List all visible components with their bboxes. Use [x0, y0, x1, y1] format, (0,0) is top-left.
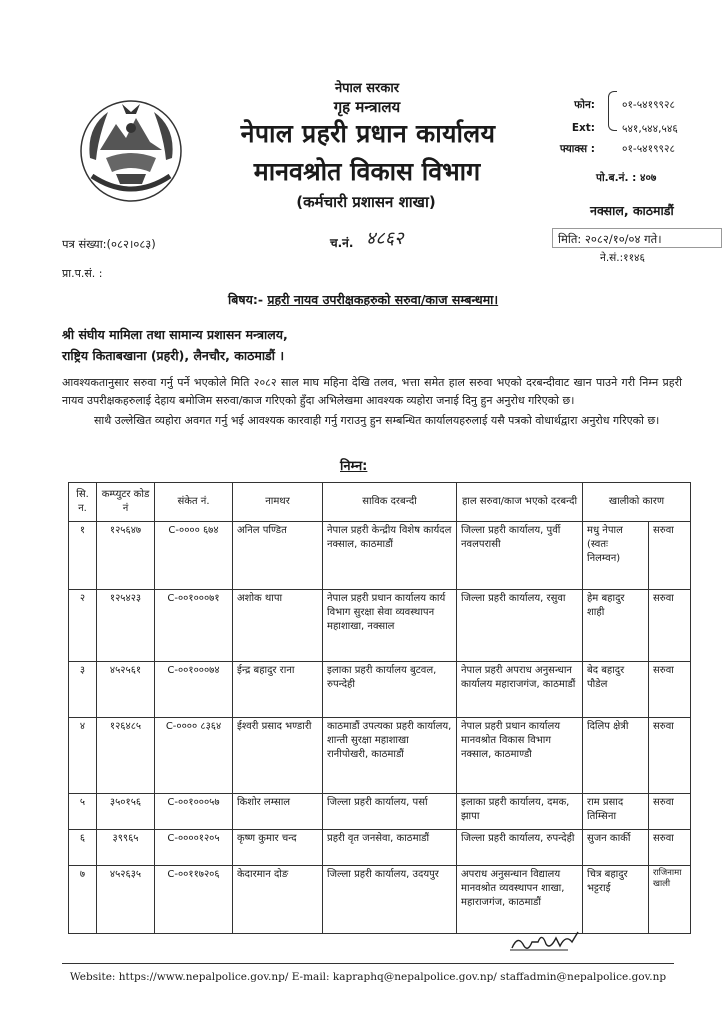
phone-value: ०१-५४१९९२८	[622, 99, 675, 111]
cell-current: जिल्ला प्रहरी कार्यालय, रसुवा	[457, 590, 583, 662]
addressee-line-2: राष्ट्रिय किताबखाना (प्रहरी), लैनचौर, काठमाडौं ।	[62, 348, 285, 363]
footer-divider	[62, 963, 674, 964]
cell-current: जिल्ला प्रहरी कार्यालय, पुर्वी नवलपरासी	[457, 522, 583, 590]
cell-vacant-by: बेद बहादुर पौडेल	[583, 662, 649, 718]
office-address: नक्साल, काठमाडौं	[590, 203, 674, 218]
cell-sn: १	[69, 522, 97, 590]
ext-label: Ext:	[571, 122, 595, 134]
header-sn: सि. न.	[69, 483, 97, 522]
cell-sn: ६	[69, 830, 97, 866]
cell-code: ३५०१५६	[97, 794, 155, 830]
cell-current: नेपाल प्रहरी प्रधान कार्यालय मानवश्रोत विकास विभाग नक्साल, काठमाण्डौ	[457, 718, 583, 794]
cell-reason: सरुवा	[649, 590, 691, 662]
cell-reason: सरुवा	[649, 718, 691, 794]
cell-name: किशोर लम्साल	[233, 794, 323, 830]
body-paragraph-1: आवश्यकतानुसार सरुवा गर्नु पर्ने भएकोले मिति २०८२ साल माघ महिना देखि तलव, भत्ता समेत हाल सरुवा भएको दरबन्दीवाट खान पाउने गरी निम्न प्रहरी नायव उपरीक्षकहरुलाई देहाय बमोजिम सरुवा/काज गरिएको हुँदा अभिलेखमा आवश्यक व्यहोरा जनाई दिनु हुन अनुरोध गरिएको छ।	[62, 376, 682, 407]
signature-mark	[508, 928, 584, 954]
ministry-label: गृह मन्त्रालय	[333, 98, 401, 116]
cell-vacant-by: राम प्रसाद तिम्सिना	[583, 794, 649, 830]
cell-name: कृष्ण कुमार चन्द	[233, 830, 323, 866]
table-header-row	[69, 483, 691, 522]
cell-previous: इलाका प्रहरी कार्यालय बुटवल, रुपन्देही	[323, 662, 457, 718]
cell-previous: नेपाल प्रहरी केन्द्रीय विशेष कार्यदल नक्साल, काठमाडौं	[323, 522, 457, 590]
cell-vacant-by: चित्र बहादुर भट्टराई	[583, 866, 649, 934]
cell-current: इलाका प्रहरी कार्यालय, दमक, झापा	[457, 794, 583, 830]
section-label: (कर्मचारी प्रशासन शाखा)	[296, 193, 436, 211]
cell-reason: सरुवा	[649, 830, 691, 866]
cell-symbol: C-००१०००५७	[155, 794, 233, 830]
fax-value: ०१-५४१९९२८	[622, 143, 675, 155]
cell-code: ४५२६३५	[97, 866, 155, 934]
table-row	[69, 590, 691, 662]
dispatch-label: च.नं.	[330, 236, 354, 250]
table-row	[69, 718, 691, 794]
cell-previous: जिल्ला प्रहरी कार्यालय, पर्सा	[323, 794, 457, 830]
cell-sn: ३	[69, 662, 97, 718]
contact-brace	[608, 91, 617, 131]
cell-vacant-by: दिलिप क्षेत्री	[583, 718, 649, 794]
cell-symbol: C-००११७२०६	[155, 866, 233, 934]
cell-code: ४५२५६१	[97, 662, 155, 718]
office-title: नेपाल प्रहरी प्रधान कार्यालय	[240, 119, 496, 148]
table-row	[69, 866, 691, 934]
cell-vacant-by: हेम बहादुर शाही	[583, 590, 649, 662]
cell-symbol: C-००००१२०५	[155, 830, 233, 866]
header-symbol: संकेत नं.	[155, 483, 233, 522]
cell-vacant-by: सुजन कार्की	[583, 830, 649, 866]
header-current: हाल सरुवा/काज भएको दरबन्दी	[457, 483, 583, 522]
cell-code: १२५४२३	[97, 590, 155, 662]
header-code: कम्प्युटर कोड नं	[97, 483, 155, 522]
table-row	[69, 662, 691, 718]
cell-symbol: C-००१०००७४	[155, 662, 233, 718]
cell-current: अपराध अनुसन्धान विद्यालय मानवश्रोत व्यवस्थापन शाखा, महाराजगंज, काठमाडौं	[457, 866, 583, 934]
cell-reason: सरुवा	[649, 662, 691, 718]
cell-symbol: C-०००० ६७४	[155, 522, 233, 590]
cell-sn: ५	[69, 794, 97, 830]
cell-reason: सरुवा	[649, 794, 691, 830]
transfer-table	[68, 482, 691, 934]
body-paragraph-2: साथै उल्लेखित व्यहोरा अवगत गर्नु भई आवश्यक कारवाही गर्नु गराउनु हुन सम्बन्धित कार्यालयहरुलाई यसै पत्रको वोधार्थद्वारा अनुरोध गरिएको छ।	[94, 414, 660, 427]
footer-contact: Website: https://www.nepalpolice.gov.np/ E-mail: kapraphq@nepalpolice.gov.np/ staffadmin@nepalpolice.gov.np	[69, 971, 667, 983]
table-title: निम्न:	[340, 459, 368, 474]
cell-name: ईन्द्र बहादुर राना	[233, 662, 323, 718]
cell-name: अनिल पण्डित	[233, 522, 323, 590]
government-label: नेपाल सरकार	[334, 81, 400, 96]
cell-sn: ४	[69, 718, 97, 794]
cell-previous: नेपाल प्रहरी प्रधान कार्यालय कार्य विभाग सुरक्षा सेवा व्यवस्थापन महाशाखा, नक्साल	[323, 590, 457, 662]
cell-sn: २	[69, 590, 97, 662]
cell-code: ३९९६५	[97, 830, 155, 866]
table-row	[69, 830, 691, 866]
prapasa-label: प्रा.प.सं. :	[62, 267, 103, 280]
cell-reason: सरुवा	[649, 522, 691, 590]
nepal-sambat: ने.सं.:११४६	[600, 252, 645, 264]
subject-text: प्रहरी नायव उपरीक्षकहरुको सरुवा/काज सम्बन्धमा।	[267, 292, 499, 307]
cell-name: केदारमान दोङ	[233, 866, 323, 934]
cell-code: १२६४८५	[97, 718, 155, 794]
letter-date: मिति: २०८२/१०/०४ गते।	[558, 232, 662, 246]
subject-line	[228, 291, 498, 308]
header-previous: साविक दरबन्दी	[323, 483, 457, 522]
cell-symbol: C-००१०००७१	[155, 590, 233, 662]
addressee-line-1: श्री संघीय मामिला तथा सामान्य प्रशासन मन्त्रालय,	[62, 327, 288, 342]
cell-code: १२५६४७	[97, 522, 155, 590]
nepal-government-emblem-icon	[78, 98, 184, 204]
table-row	[69, 522, 691, 590]
cell-reason: राजिनामा खाली	[649, 866, 691, 934]
letter-number: पत्र संख्या:(०८२।०८३)	[62, 237, 156, 251]
cell-name: अशोक थापा	[233, 590, 323, 662]
header-vacancy: खालीको कारण	[583, 483, 691, 522]
table-row	[69, 794, 691, 830]
cell-vacant-by: मधु नेपाल (स्वतः निलम्वन)	[583, 522, 649, 590]
fax-label: फ्याक्स :	[559, 143, 595, 155]
cell-previous: काठमाडौं उपत्यका प्रहरी कार्यालय, शान्ती सुरक्षा महाशाखा रानीपोखरी, काठमाडौं	[323, 718, 457, 794]
dispatch-number: ४८६२	[366, 228, 404, 249]
subject-label: बिषय:-	[228, 292, 264, 307]
pobox: पो.ब.नं. : ४०७	[596, 172, 657, 184]
cell-sn: ७	[69, 866, 97, 934]
cell-current: नेपाल प्रहरी अपराध अनुसन्धान कार्यालय महाराजगंज, काठमाडौं	[457, 662, 583, 718]
cell-name: ईश्वरी प्रसाद भण्डारी	[233, 718, 323, 794]
ext-value: ५४१,५४४,५४६	[622, 123, 678, 135]
phone-label: फोन:	[574, 99, 595, 111]
cell-symbol: C-०००० ८३६४	[155, 718, 233, 794]
cell-previous: जिल्ला प्रहरी कार्यालय, उदयपुर	[323, 866, 457, 934]
department-title: मानवश्रोत विकास विभाग	[253, 157, 481, 186]
cell-current: जिल्ला प्रहरी कार्यालय, रुपन्देही	[457, 830, 583, 866]
header-name: नामथर	[233, 483, 323, 522]
cell-previous: प्रहरी वृत जनसेवा, काठमाडौं	[323, 830, 457, 866]
